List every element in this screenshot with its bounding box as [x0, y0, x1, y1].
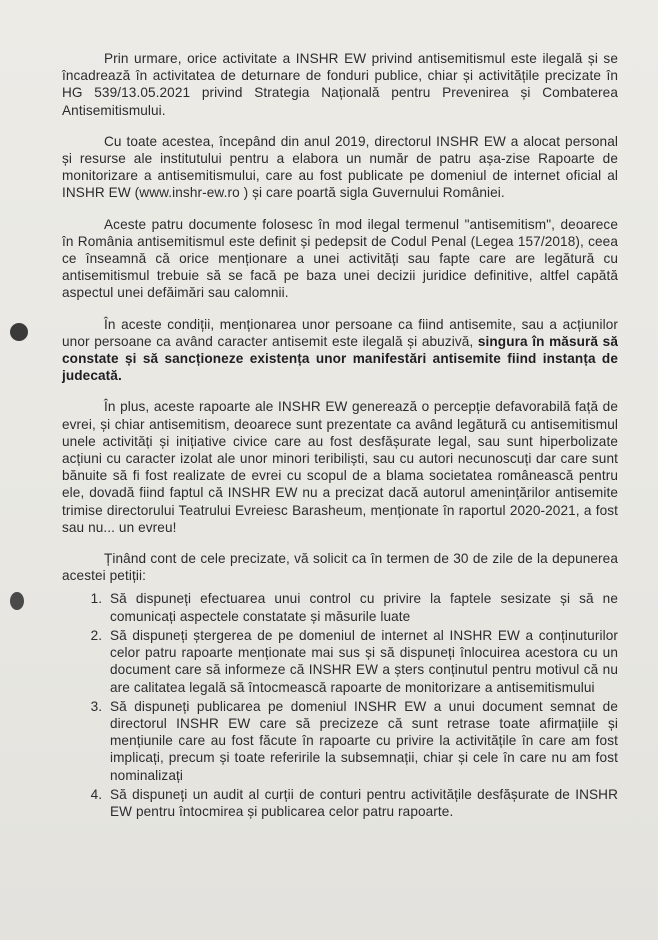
- requests-list: [62, 590, 618, 820]
- punch-hole: [10, 323, 28, 341]
- paragraph-4-text: În aceste condiții, menționarea unor persoane ca fiind antisemite, sau a acțiunilor unor persoane ca având caracter antisemit este ilegală și abuzivă,: [62, 316, 618, 349]
- paragraph-6: Ținând cont de cele precizate, vă solicit ca în termen de 30 de zile de la depunerea acestei petiții:: [62, 551, 618, 584]
- paragraph-3: Aceste patru documente folosesc în mod ilegal termenul "antisemitism", deoarece în România antisemitismul este definit și pedepsit de Codul Penal (Legea 157/2018), ceea ce înseamnă că orice menționare a unei activități sau fapte care are legătură cu antisemitismul trebuie să se facă pe baza unei decizii juridice definitive, altfel capătă aspectul unei defăimări sau calomnii.: [62, 216, 618, 301]
- paragraph-1: Prin urmare, orice activitate a INSHR EW privind antisemitismul este ilegală și se încadrează în activitatea de deturnare de fonduri publice, chiar și activitățile precizate în HG 539/13.05.2021 privind Strategia Națională pentru Prevenirea și Combaterea Antisemitismului.: [62, 51, 618, 118]
- paragraph-2: Cu toate acestea, începând din anul 2019, directorul INSHR EW a alocat personal și resurse ale institutului pentru a elabora un număr de patru așa-zise Rapoarte de monitorizare a antisemitismului, care au fost publicate pe domeniul de internet oficial al INSHR EW (www.inshr-ew.ro ) și care poartă sigla Guvernului României.: [62, 133, 618, 201]
- document-body: [62, 50, 618, 822]
- list-item: 2. Să dispuneți ștergerea de pe domeniul de internet al INSHR EW a conținuturilor celor patru rapoarte menționate mai sus și să dispuneți înlocuirea acestora cu un document care să informeze că INSHR EW a șters conținutul pentru motivul că nu are calitatea legală să întocmească rapoarte de monitorizare a antisemitismului: [106, 627, 618, 696]
- list-item: 4. Să dispuneți un audit al curții de conturi pentru activitățile desfășurate de INSHR EW pentru întocmirea și publicarea celor patru rapoarte.: [106, 786, 618, 820]
- punch-hole: [10, 592, 24, 610]
- paragraph-4: [62, 316, 618, 385]
- list-item: 3. Să dispuneți publicarea pe domeniul INSHR EW a unui document semnat de directorul INSHR EW care să precizeze că sunt retrase toate afirmațiile și mențiunile care au fost făcute în rapoarte cu privire la activitățile în care am fost implicați, precum și toate referirile la subsemnații, chiar și cele în care nu am fost nominalizați: [106, 698, 618, 784]
- list-item: 1. Să dispuneți efectuarea unui control cu privire la faptele sesizate și să ne comunicați aspectele constatate și măsurile luate: [106, 590, 618, 624]
- paragraph-5: În plus, aceste rapoarte ale INSHR EW generează o percepție defavorabilă față de evrei, și chiar antisemitism, deoarece sunt prezentate ca având legătură cu antisemitismul unele activități și inițiative civice care au fost desfășurate legal, sau sunt hiperbolizate acțiuni cu caracter izolat ale unor minori teribiliști, sau cu autori necunoscuți dar care sunt bănuite să fi fost realizate de evrei cu scopul de a blama societatea românească pentru ele, dovadă fiind faptul că INSHR EW nu a precizat dacă autorul amenințărilor antisemite trimise directorului Teatrului Evreiesc Barasheum, menționate în raportul 2020-2021, a fost sau nu... un evreu!: [62, 399, 618, 535]
- paragraph-4-bold-text: singura în măsură să constate și să sancționeze existența unor manifestări antisemite fiind instanța de judecată.: [62, 333, 618, 384]
